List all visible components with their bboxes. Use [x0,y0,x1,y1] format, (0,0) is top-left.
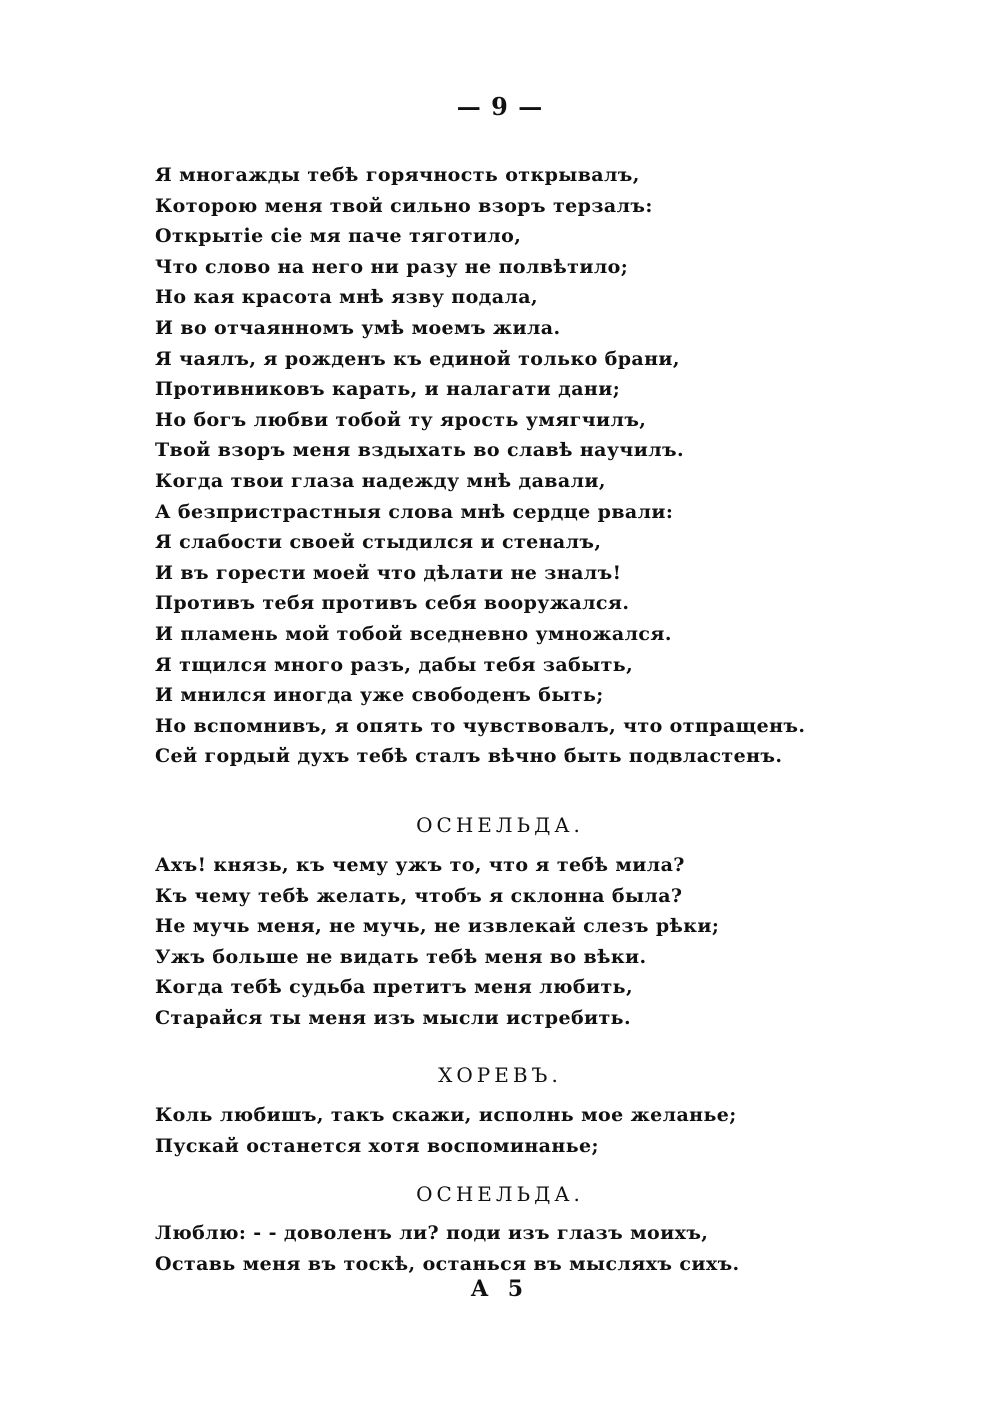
verse-line: Къ чему тебѣ желать, чтобъ я склонна была? [155,884,683,907]
verse-line: Но богъ любви тобой ту ярость умягчилъ, [155,408,647,431]
speaker-heading: ХОРЕВЪ. [438,1063,562,1087]
stanza-oselda-2 [155,1218,875,1279]
verse-line: Старайся ты меня изъ мысли истребить. [155,1006,631,1029]
verse-line: Ахъ! князь, къ чему ужъ то, что я тебѣ мила? [155,854,685,876]
verse-line: Сей гордый духъ тебѣ сталъ вѣчно быть подвластенъ. [155,745,783,768]
verse-line: Люблю: - - доволенъ ли? поди изъ глазъ моихъ, [155,1222,709,1244]
verse-line: Но кая красота мнѣ язву подала, [155,286,538,309]
verse-line: Которою меня твой сильно взоръ терзалъ: [155,194,653,217]
stanza-khorev [155,160,875,772]
stanza-khorev-2 [155,1100,875,1161]
verse-line: Оставь меня въ тоскѣ, останься въ мысляхъ сихъ. [155,1252,740,1275]
verse-line: И во отчаянномъ умѣ моемъ жила. [155,316,561,339]
verse-line: Пускай останется хотя воспоминанье; [155,1134,599,1157]
verse-line: И пламень мой тобой вседневно умножался. [155,622,672,645]
verse-line: Ужъ больше не видать тебѣ меня во вѣки. [155,945,647,968]
verse-line: Я чаялъ, я рожденъ къ единой только брани, [155,347,680,370]
verse-line: Когда тебѣ судьба претитъ меня любить, [155,976,633,999]
page-number: — 9 — [456,92,544,121]
verse-line: А безпристрастныя слова мнѣ сердце рвали: [155,500,674,523]
verse-line: Противъ тебя противъ себя вооружался. [155,592,630,615]
verse-line: Я тщился много разъ, дабы тебя забыть, [155,653,634,676]
verse-line: Открытіе сіе мя паче тяготило, [155,225,522,248]
stanza-oselda-1 [155,850,875,1034]
speaker-heading: ОСНЕЛЬДА. [416,813,584,837]
verse-line: И мнился иногда уже свободенъ быть; [155,684,604,707]
verse-line: Но вспомнивъ, я опять то чувствовалъ, что отпращенъ. [155,714,806,737]
signature-mark: A 5 [470,1276,530,1302]
speaker-heading: ОСНЕЛЬДА. [416,1182,584,1206]
verse-line: Коль любишъ, такъ скажи, исполнь мое желанье; [155,1104,737,1126]
verse-line: Когда твои глаза надежду мнѣ давали, [155,469,606,492]
verse-line: Что слово на него ни разу не полвѣтило; [155,255,629,278]
verse-line: Твой взоръ меня вздыхать во славѣ научилъ. [155,439,685,462]
verse-line: Не мучь меня, не мучь, не извлекай слезъ рѣки; [155,915,720,938]
verse-line: Я многажды тебѣ горячность открывалъ, [155,164,640,186]
verse-line: Противниковъ карать, и налагати дани; [155,378,621,401]
verse-line: И въ горести моей что дѣлати не зналъ! [155,561,622,584]
verse-line: Я слабости своей стыдился и стеналъ, [155,531,602,554]
